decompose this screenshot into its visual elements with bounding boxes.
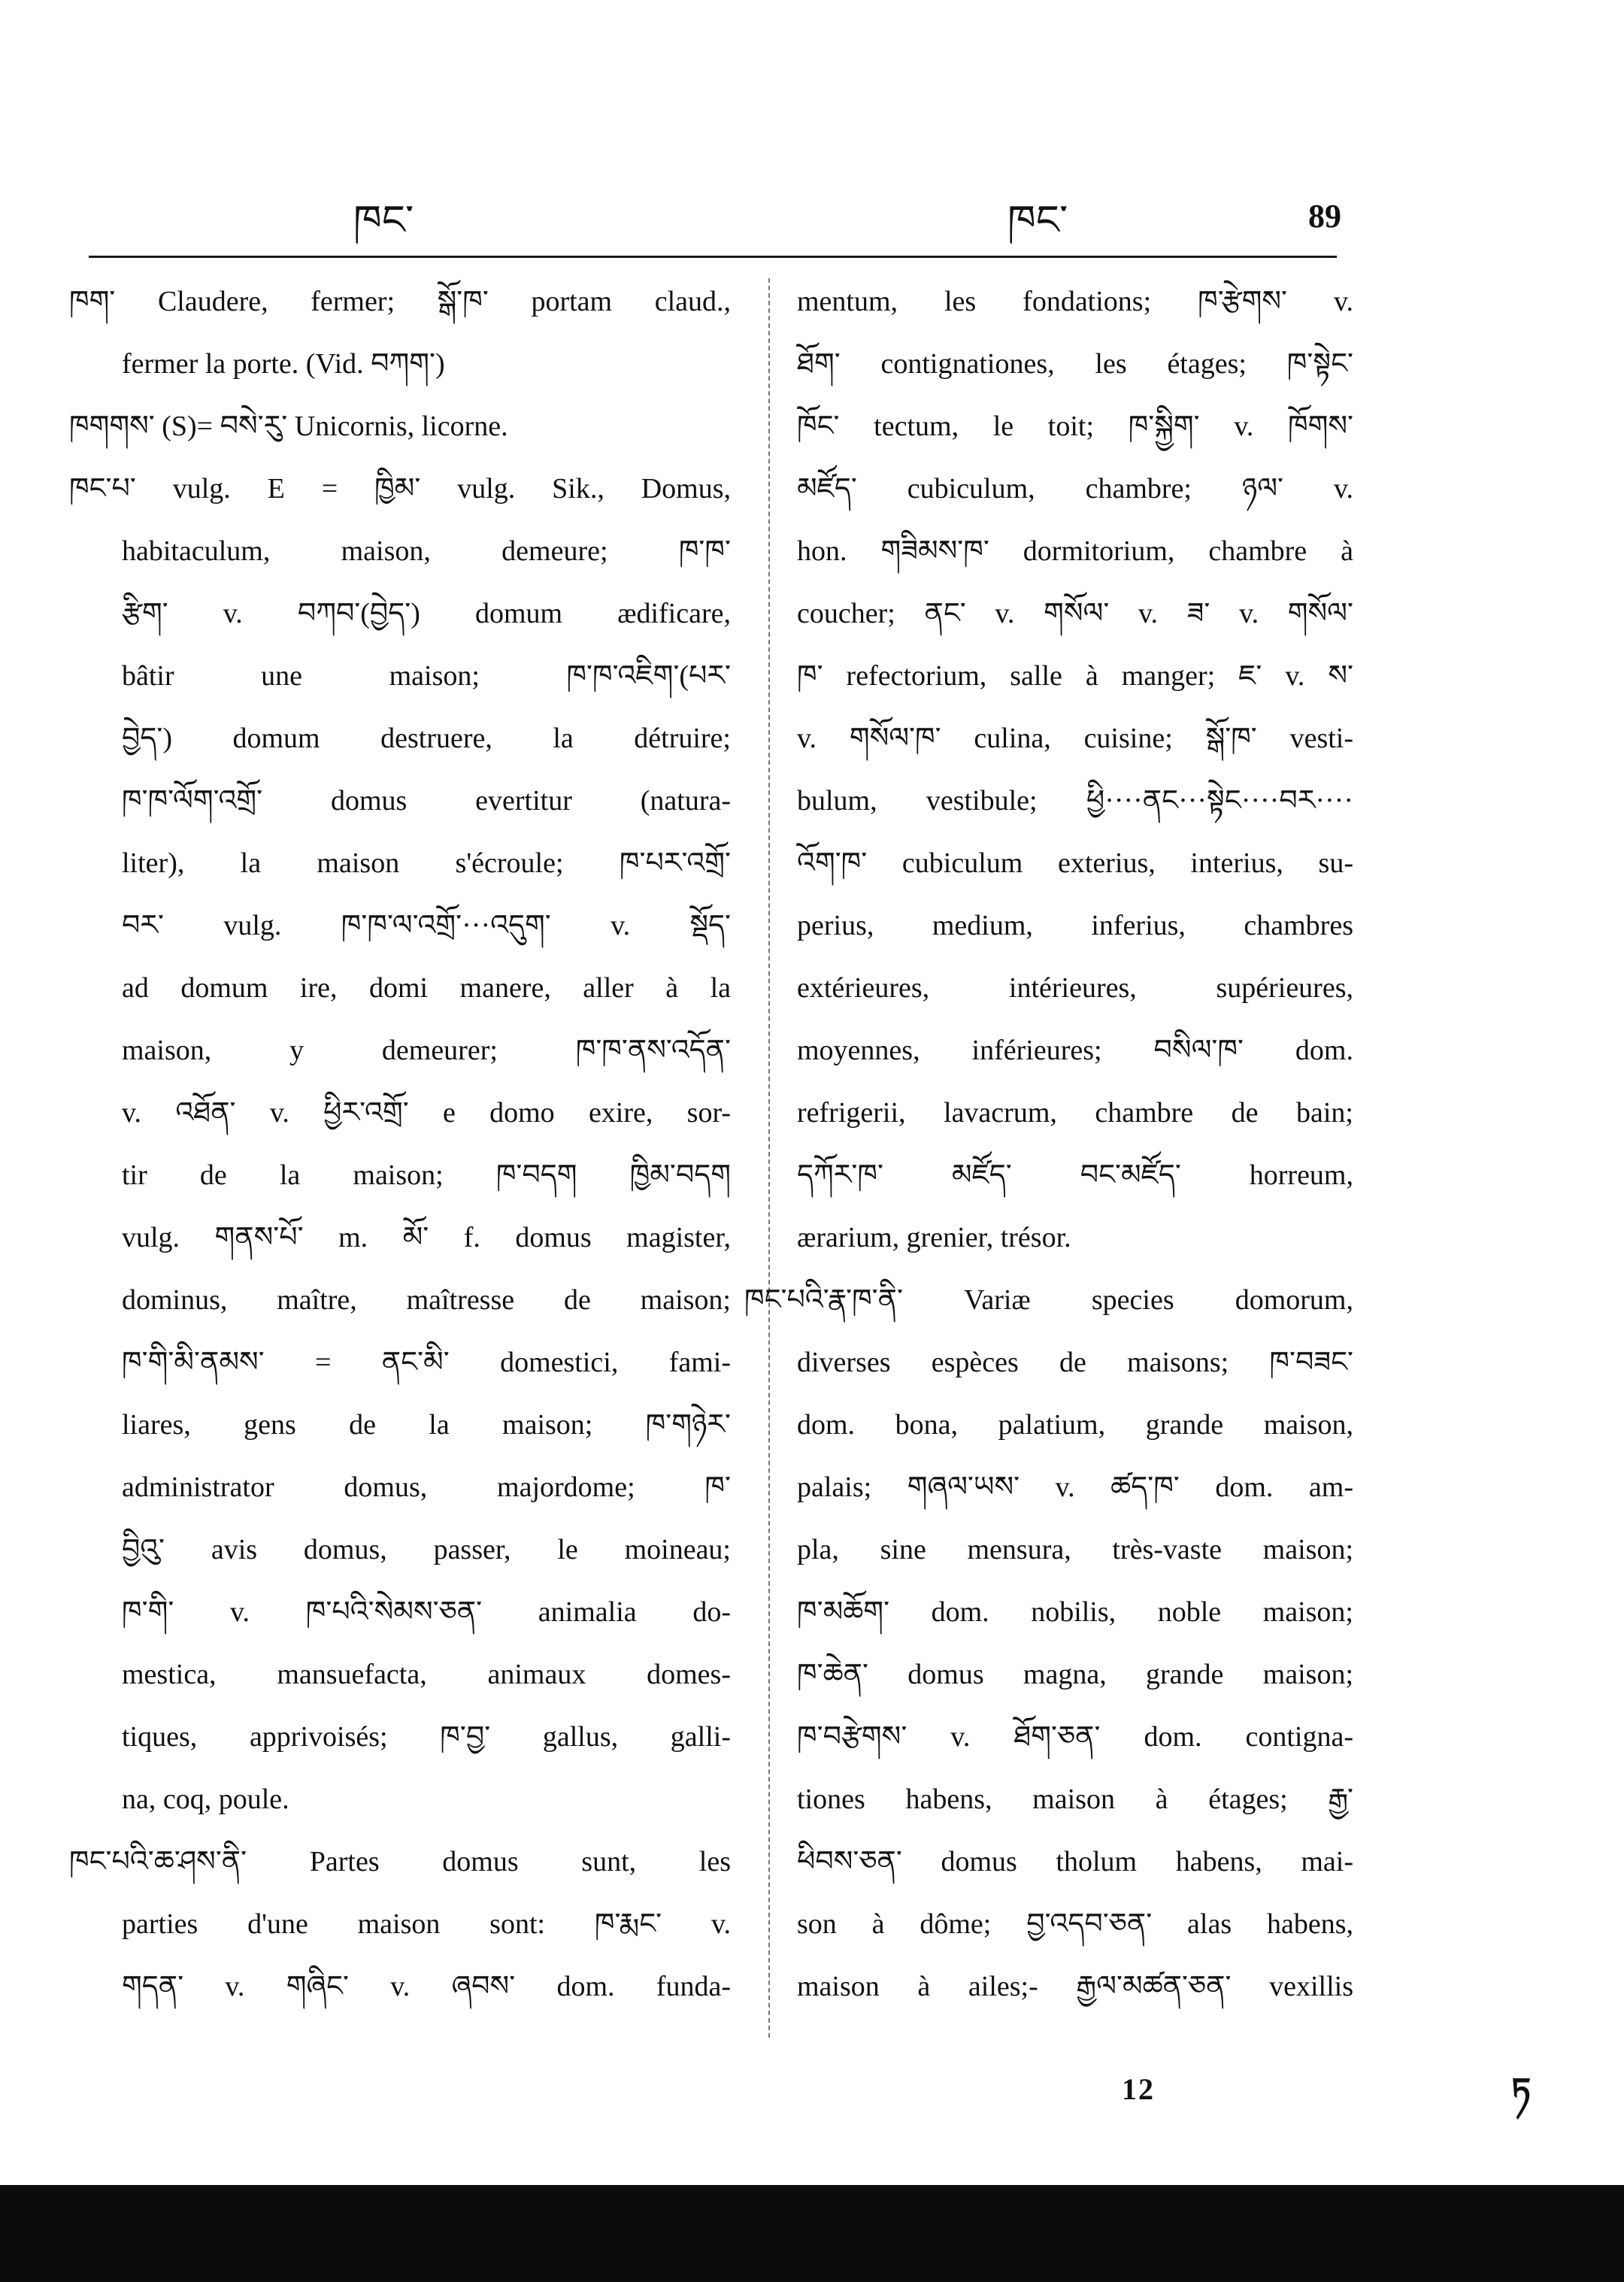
entry-line: བྱེད་) domum destruere, la détruire; — [122, 723, 731, 754]
entry-line: ཁང་པའི་རྣ་ཁ་ནི་ Variæ species domorum, — [744, 1284, 1353, 1316]
entry-line: tir de la maison; ཁ་བདག ཁྱིམ་བདག — [122, 1159, 731, 1191]
entry-line: mentum, les fondations; ཁ་རྩེགས་ v. — [797, 286, 1353, 317]
entry-line: pla, sine mensura, très-vaste maison; — [797, 1534, 1353, 1565]
entry-line: ཁོང་ tectum, le toit; ཁ་སྐྱིག་ v. ཁོགས་ — [797, 411, 1353, 442]
entry-line: གདན་ v. གཞིང་ v. ཞབས་ dom. funda- — [122, 1971, 731, 2002]
entry-line: mestica, mansuefacta, animaux domes- — [122, 1659, 731, 1690]
entry-line: ཁང་པའི་ཆ་ཤས་ནི་ Partes domus sunt, les — [69, 1846, 731, 1877]
left-column — [69, 271, 731, 2018]
entry-line: coucher; ནང་ v. གསོལ་ v. ཟ་ v. གསོལ་ — [797, 598, 1353, 629]
right-column — [744, 271, 1353, 2018]
entry-line: འོག་ཁ་ cubiculum exterius, interius, su- — [797, 847, 1353, 879]
entry-line: liter), la maison s'écroule; ཁ་པར་འགྲོ་ — [122, 847, 731, 879]
entry-line: ཁག་ Claudere, fermer; སྒོ་ཁ་ portam claud., — [69, 286, 731, 317]
entry-line: ཁགགས་ (S)= བསེ་རུ་ Unicornis, licorne. — [69, 411, 508, 442]
entry-line: bâtir une maison; ཁ་ཁ་འཇིག་(པར་ — [122, 660, 731, 692]
entry-line: dom. bona, palatium, grande maison, — [797, 1409, 1353, 1441]
page-number: 89 — [1308, 198, 1341, 235]
entry-line: ཁ་བརྩེགས་ v. ཐོག་ཅན་ dom. contigna- — [797, 1721, 1353, 1753]
entry-line: perius, medium, inferius, chambres — [797, 910, 1353, 941]
entry-line: son à dôme; བྱ་འདབ་ཅན་ alas habens, — [797, 1908, 1353, 1940]
entry-line: ཁ་གི་ v. ཁ་པའི་སེམས་ཅན་ animalia do- — [122, 1596, 731, 1628]
entry-line: bulum, vestibule; ཕྱི····ནང···སྟེང····བར···· — [797, 785, 1353, 817]
entry-line: ཁ་གི་མི་ནམས་ = ནང་མི་ domestici, fami- — [122, 1347, 731, 1378]
entry-line: བྱིའུ་ avis domus, passer, le moineau; — [122, 1534, 731, 1565]
entry-line: maison, y demeurer; ཁ་ཁ་ནས་འདོན་ — [122, 1035, 731, 1066]
entry-line: རྩིག་ v. བཀབ་(བྱེད་) domum ædificare, — [122, 598, 731, 629]
left-running-head: ཁང་ — [353, 196, 414, 244]
entry-line: tiques, apprivoisés; ཁ་བྱ་ gallus, galli- — [122, 1721, 731, 1753]
entry-line: maison à ailes;- རྒྱལ་མཚན་ཅན་ vexillis — [797, 1971, 1353, 2002]
entry-line: moyennes, inférieures; བསིལ་ཁ་ dom. — [797, 1035, 1353, 1066]
entry-line: tiones habens, maison à étages; རྒྱ་ — [797, 1783, 1353, 1815]
entry-line: ærarium, grenier, trésor. — [797, 1222, 1071, 1253]
margin-glyph: ཏ — [1511, 2070, 1532, 2111]
entry-line: parties d'une maison sont: ཁ་རྨང་ v. — [122, 1908, 731, 1940]
entry-line: དཀོར་ཁ་ མཛོད་ བང་མཛོད་ horreum, — [797, 1159, 1353, 1191]
entry-line: v. གསོལ་ཁ་ culina, cuisine; སྒོ་ཁ་ vesti- — [797, 723, 1353, 754]
entry-line: ཐོག་ contignationes, les étages; ཁ་སྟེང་ — [797, 348, 1353, 380]
entry-line: diverses espèces de maisons; ཁ་བཟང་ — [797, 1347, 1353, 1378]
entry-line: ཕིབས་ཅན་ domus tholum habens, mai- — [797, 1846, 1353, 1877]
entry-line: མཛོད་ cubiculum, chambre; ཉལ་ v. — [797, 473, 1353, 505]
entry-line: ཁ་ཆེན་ domus magna, grande maison; — [797, 1659, 1353, 1690]
entry-line: བར་ vulg. ཁ་ཁ་ལ་འགྲོ་···འདུག་ v. སྡོད་ — [122, 910, 731, 941]
entry-line: hon. གཟིམས་ཁ་ dormitorium, chambre à — [797, 535, 1353, 567]
entry-line: habitaculum, maison, demeure; ཁ་ཁ་ — [122, 535, 731, 567]
entry-line: na, coq, poule. — [122, 1783, 289, 1815]
entry-line: ཁང་པ་ vulg. E = ཁྱིམ་ vulg. Sik., Domus, — [69, 473, 731, 505]
entry-line: refrigerii, lavacrum, chambre de bain; — [797, 1097, 1353, 1129]
entry-line: palais; གཞལ་ཡས་ v. ཚད་ཁ་ dom. am- — [797, 1471, 1353, 1503]
entry-line: ཁ་ refectorium, salle à manger; ཇ་ v. ས་ — [797, 660, 1353, 692]
entry-line: administrator domus, majordome; ཁ་ — [122, 1471, 731, 1503]
entry-line: liares, gens de la maison; ཁ་གཉེར་ — [122, 1409, 731, 1441]
header-rule — [89, 256, 1337, 258]
entry-line: vulg. གནས་པོ་ m. མོ་ f. domus magister, — [122, 1222, 731, 1253]
entry-line: ad domum ire, domi manere, aller à la — [122, 972, 731, 1004]
signature-mark: 12 — [1122, 2072, 1155, 2106]
entry-line: v. འཐོན་ v. ཕྱིར་འགྲོ་ e domo exire, sor- — [122, 1097, 731, 1129]
entry-line: fermer la porte. (Vid. བཀག་) — [122, 348, 445, 380]
entry-line: ཁ་མཆོག་ dom. nobilis, noble maison; — [797, 1596, 1353, 1628]
entry-line: ཁ་ཁ་ལོག་འགྲོ་ domus evertitur (natura- — [122, 785, 731, 817]
right-running-head: ཁང་ — [1007, 196, 1068, 244]
scan-border — [0, 2185, 1624, 2282]
entry-line: extérieures, intérieures, supérieures, — [797, 972, 1353, 1004]
entry-line: dominus, maître, maîtresse de maison; — [122, 1284, 731, 1316]
